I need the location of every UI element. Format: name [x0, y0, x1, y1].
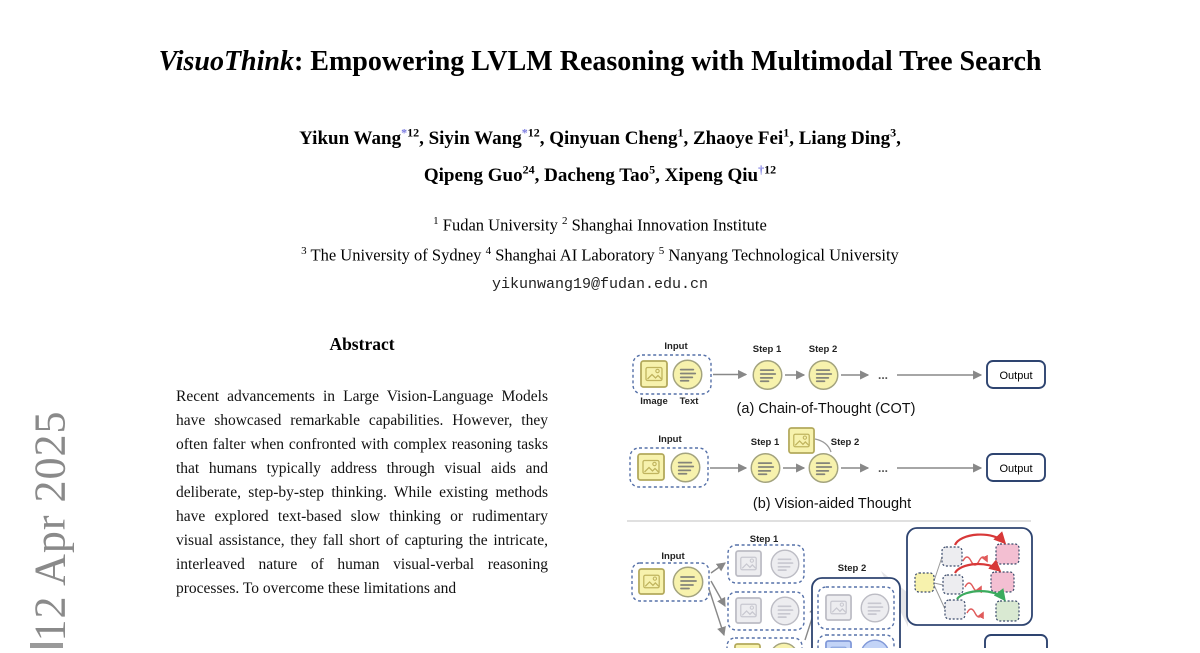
text-icon: [673, 567, 702, 596]
ellipsis: ...: [877, 461, 889, 475]
thought-step-icon: [753, 361, 781, 389]
ellipsis: ...: [877, 368, 889, 382]
abstract-text: Recent advancements in Large Vision-Language Models have showcased remarkable capabilities. However, they often falter when confronted with complex reasoning tasks that humans typically address through visual aids and deliberate, step-by-step thinking. While existing methods have explored text-based slow thinking or rudimentary visual assistance, they fall short of capturing the intricate, interleaved nature of human visual-verbal reasoning processes. To overcome these limitations and: [176, 388, 548, 597]
image-icon: [736, 598, 761, 623]
thought-step-icon: [809, 454, 837, 482]
author: Siyin Wang$^{*12}$,: [428, 126, 550, 150]
thought-step-icon: [751, 454, 779, 482]
panel-a-caption: (a) Chain-of-Thought (COT): [736, 401, 916, 417]
arxiv-id-partial: [30, 643, 63, 648]
text-icon: [771, 550, 799, 578]
image-icon: [735, 644, 760, 648]
title-rest-part: : Empowering LVLM Reasoning with Multimodal Tree Search: [293, 46, 1042, 77]
abstract-section: [176, 334, 548, 601]
author: Dacheng Tao$^5$,: [544, 162, 665, 186]
image-icon: [736, 551, 761, 576]
panel-b-step2-label: Step 2: [830, 437, 860, 448]
branch-arrow: [711, 563, 725, 573]
figure-canvas: [625, 335, 1055, 648]
affiliation-line-2: $^3$ The University of Sydney $^4$ Shanghai AI Laboratory $^5$ Nanyang Technological University: [301, 245, 899, 265]
panel-c-output-box: [985, 635, 1047, 648]
image-icon: [639, 569, 664, 594]
panel-b-output-label: Output: [999, 463, 1033, 475]
affiliations: [0, 208, 1200, 269]
panel-b-input-label: Input: [658, 434, 682, 445]
arxiv-date-sidebar: 12 Apr 2025: [25, 410, 75, 642]
panel-c-step2-label: Step 2: [837, 563, 867, 574]
author: Zhaoye Fei$^1$,: [693, 126, 799, 150]
text-icon: [671, 453, 699, 481]
paper-header: [0, 0, 1200, 293]
panel-c-step1-label: Step 1: [749, 534, 779, 545]
authors-line-1: [0, 118, 1200, 154]
text-icon: [673, 360, 701, 388]
contact-email: yikunwang19@fudan.edu.cn: [491, 275, 709, 293]
branch-arrow: [709, 589, 724, 635]
image-icon: [826, 595, 851, 620]
title-italic-part: VisuoThink: [158, 46, 294, 77]
panel-a-output-label: Output: [999, 370, 1033, 382]
author: Xipeng Qiu$^{\dagger 12}$: [664, 162, 777, 186]
text-icon: [771, 597, 799, 625]
generated-image-icon: [789, 428, 814, 453]
author: Qipeng Guo$^{24}$,: [423, 162, 545, 186]
author: Qinyuan Cheng$^1$,: [549, 126, 693, 150]
tree-root-node: [915, 573, 934, 592]
author: Liang Ding$^3$,: [798, 126, 901, 150]
panel-a-input-label: Input: [664, 341, 688, 352]
image-icon: [641, 361, 667, 387]
tree-node: [943, 575, 963, 594]
page-title: [0, 46, 1200, 78]
figure-1: [625, 335, 1055, 648]
thought-step-icon: [809, 361, 837, 389]
affiliation-line-1: $^1$ Fudan University $^2$ Shanghai Innovation Institute: [433, 214, 767, 235]
tree-node-good: [996, 601, 1019, 621]
panel-a-step1-label: Step 1: [752, 344, 782, 355]
tree-node-bad: [996, 544, 1019, 564]
tree-node: [945, 600, 965, 619]
panel-a-text-label: Text: [679, 396, 699, 407]
image-icon: [826, 641, 851, 648]
panel-a-step2-label: Step 2: [808, 344, 838, 355]
panel-b-step1-label: Step 1: [750, 437, 780, 448]
authors-line-2: [0, 154, 1200, 190]
panel-a-image-label: Image: [640, 396, 668, 407]
tree-node-bad: [991, 572, 1014, 592]
abstract-heading: Abstract: [329, 334, 395, 354]
image-to-step2-connector: [815, 439, 831, 452]
panel-b-caption: (b) Vision-aided Thought: [752, 496, 912, 512]
panel-c-input-label: Input: [661, 551, 685, 562]
text-icon: [861, 594, 889, 622]
author: Yikun Wang$^{*12}$,: [299, 126, 429, 150]
tree-node: [942, 547, 962, 566]
image-icon: [638, 454, 664, 480]
